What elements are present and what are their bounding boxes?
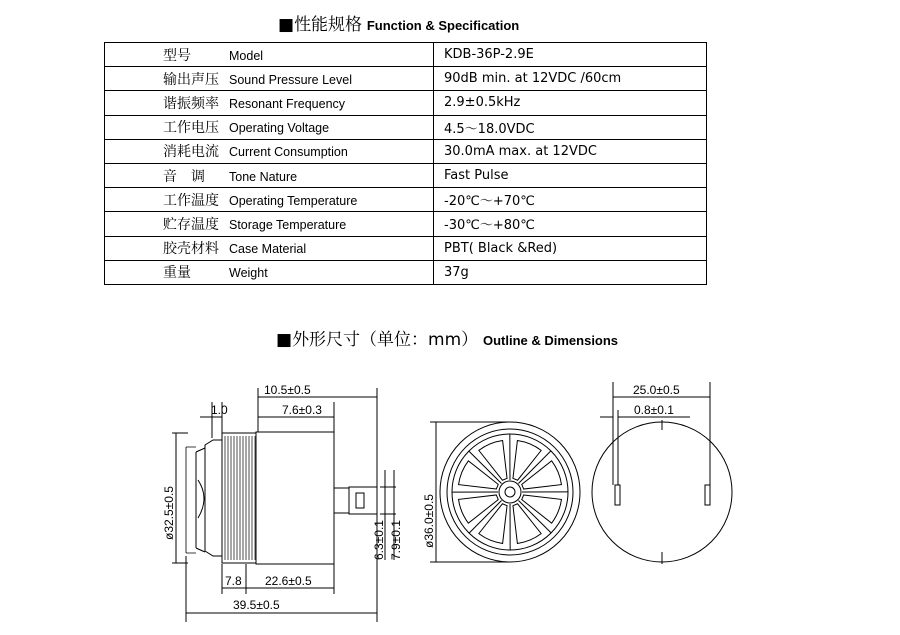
dim-rear-pin: 0.8±0.1 <box>634 403 674 417</box>
spec-value-cell: Fast Pulse <box>434 163 707 187</box>
spec-param-cn: 工作温度 <box>163 192 219 209</box>
spec-param-en: Storage Temperature <box>229 217 347 232</box>
dim-rear-diameter: 25.0±0.5 <box>633 383 680 397</box>
dim-side-flange: 1.0 <box>211 403 228 417</box>
dim-bottom-thread: 7.8 <box>225 574 242 588</box>
spec-value-cell: PBT( Black &Red) <box>434 236 707 260</box>
spec-value-cell: 90dB min. at 12VDC /60cm <box>434 67 707 91</box>
grille-slot <box>459 495 499 523</box>
front-view-drawing <box>430 422 580 562</box>
spec-value-cell: 2.9±0.5kHz <box>434 91 707 115</box>
spec-param-en: Current Consumption <box>229 145 348 160</box>
heading-cn: 外形尺寸（单位：mm） <box>292 330 479 350</box>
spec-param-cn: 谐振频率 <box>163 95 219 112</box>
grille-spoke <box>519 500 552 532</box>
dim-side-length-total: 10.5±0.5 <box>264 383 311 397</box>
spec-param-cn: 型号 <box>163 47 191 64</box>
heading-en: Outline & Dimensions <box>482 333 619 348</box>
spec-value-cell: 37g <box>434 260 707 284</box>
dim-bottom-total: 39.5±0.5 <box>233 598 280 612</box>
grille-spoke <box>469 501 501 534</box>
spec-param-cn: 音 调 <box>163 168 205 185</box>
spec-value-cell: -30℃～+80℃ <box>434 212 707 236</box>
spec-value-cell: KDB-36P-2.9E <box>434 43 707 67</box>
spec-value-cell: 4.5～18.0VDC <box>434 115 707 139</box>
spec-param-en: Sound Pressure Level <box>229 72 352 87</box>
dim-front-diameter: ø36.0±0.5 <box>422 494 436 548</box>
heading-marker: ■ <box>278 15 295 35</box>
heading-marker: ■ <box>276 330 293 350</box>
spec-param-en: Operating Temperature <box>229 193 358 208</box>
spec-param-cn: 工作电压 <box>163 120 219 137</box>
heading-en: Function & Specification <box>366 18 520 33</box>
grille-slot <box>513 504 541 544</box>
spec-param-en: Model <box>229 48 264 63</box>
grille-slot <box>522 461 562 489</box>
grille-spoke <box>469 451 502 483</box>
spec-param-en: Weight <box>229 266 268 281</box>
grille-slot <box>479 441 507 481</box>
spec-param-cn: 胶壳材料 <box>163 241 219 258</box>
spec-param-cn: 重量 <box>163 265 191 282</box>
spec-param-en: Tone Nature <box>229 169 298 184</box>
dim-side-terminal-w2: 7.9±0.1 <box>389 520 403 560</box>
dim-side-body-length: 7.6±0.3 <box>282 403 322 417</box>
spec-param-en: Resonant Frequency <box>229 96 346 111</box>
dim-bottom-body: 22.6±0.5 <box>265 574 312 588</box>
heading-cn: 性能规格 <box>294 15 363 35</box>
spec-param-cn: 输出声压 <box>163 71 219 88</box>
spec-param-cn: 贮存温度 <box>163 216 219 233</box>
spec-value-cell: 30.0mA max. at 12VDC <box>434 139 707 163</box>
grille-spoke <box>518 451 550 484</box>
spec-param-en: Case Material <box>229 242 307 257</box>
spec-value-cell: -20℃～+70℃ <box>434 188 707 212</box>
dim-side-diameter: ø32.5±0.5 <box>162 486 176 540</box>
dim-side-terminal-w1: 6.3±0.1 <box>372 520 386 560</box>
spec-param-cn: 消耗电流 <box>163 144 219 161</box>
spec-param-en: Operating Voltage <box>229 121 330 136</box>
